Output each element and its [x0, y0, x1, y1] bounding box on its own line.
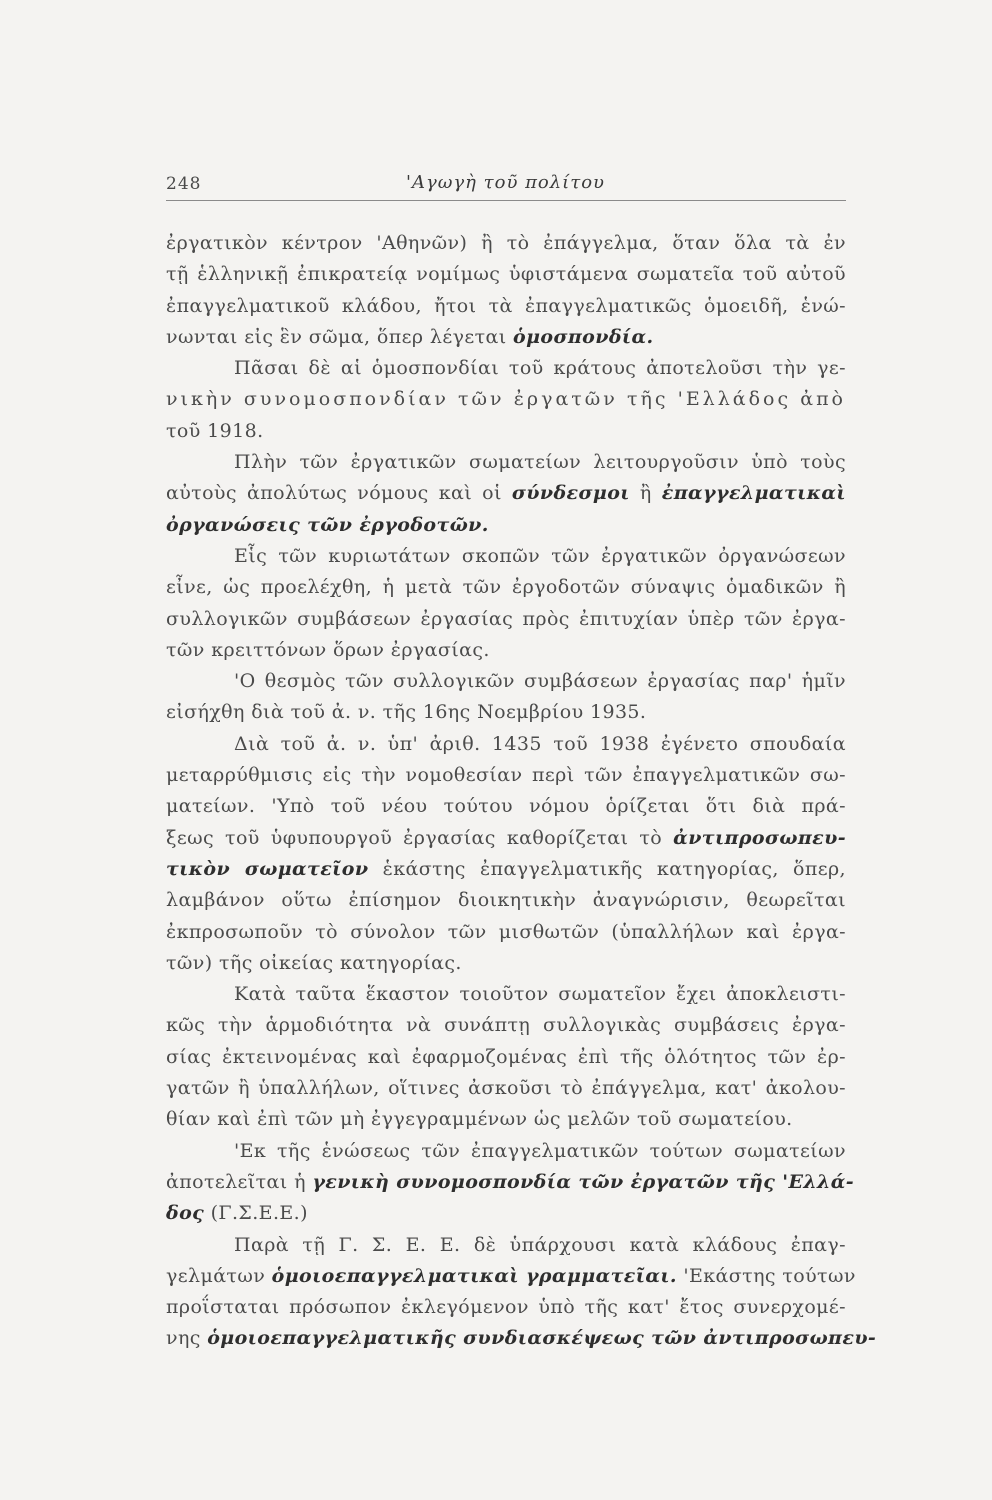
- text-line: ἐργατικὸν κέντρον 'Αθηνῶν) ἢ τὸ ἐπάγγελμα, ὅταν ὅλα τὰ ἐν: [166, 232, 846, 254]
- emphasis: τικὸν σωματεῖον: [166, 857, 369, 880]
- text-line: ματείων. 'Υπὸ τοῦ νέου τούτου νόμου ὁρίζεται ὅτι διὰ πρά-: [166, 795, 846, 818]
- body-text: [166, 228, 877, 1355]
- text-line: λαμβάνον οὕτω ἐπίσημον διοικητικὴν ἀναγνώρισιν, θεωρεῖται: [166, 889, 846, 912]
- text-line: δος (Γ.Σ.Ε.Ε.): [166, 1202, 308, 1225]
- emphasis: ὁμοσπονδία.: [513, 325, 654, 348]
- emphasis: ὁμοιοεπαγγελματικαὶ γραμματεῖαι.: [271, 1264, 677, 1287]
- text-line: τῶν) τῆς οἰκείας κατηγορίας.: [166, 951, 462, 974]
- text-line: τῶν κρειττόνων ὅρων ἐργασίας.: [166, 638, 490, 661]
- text-line: Παρὰ τῇ Γ. Σ. Ε. Ε. δὲ ὑπάρχουσι κατὰ κλάδους ἐπαγ-: [234, 1233, 846, 1256]
- text-line: Εἷς τῶν κυριωτάτων σκοπῶν τῶν ἐργατικῶν ὀργανώσεων: [234, 544, 846, 567]
- text-line: [166, 510, 846, 541]
- text-line: νωνται εἰς ἓν σῶμα, ὅπερ λέγεται ὁμοσπονδία.: [166, 325, 654, 348]
- text-line: Πλὴν τῶν ἐργατικῶν σωματείων λειτουργοῦσιν ὑπὸ τοὺς: [234, 451, 846, 474]
- text-line: ξεως τοῦ ὑφυπουργοῦ ἐργασίας καθορίζεται τὸ ἀντιπροσωπευ-: [166, 826, 846, 849]
- text-line: Διὰ τοῦ ἀ. ν. ὑπ' ἀριθ. 1435 τοῦ 1938 ἐγένετο σπουδαία: [234, 732, 846, 755]
- page-number: 248: [166, 174, 202, 194]
- emphasis: ὁμοιοεπαγγελματικῆς συνδιασκέψεως τῶν ἀντιπροσωπευ-: [207, 1327, 877, 1350]
- text-line: Κατὰ ταῦτα ἕκαστον τοιοῦτον σωματεῖον ἔχει ἀποκλειστι-: [234, 983, 846, 1006]
- text-line: 'Ο θεσμὸς τῶν συλλογικῶν συμβάσεων ἐργασίας παρ' ἡμῖν: [234, 670, 846, 693]
- emphasis: ἐπαγγελματικαὶ: [661, 482, 846, 505]
- text-line: συλλογικῶν συμβάσεων ἐργασίας πρὸς ἐπιτυχίαν ὑπὲρ τῶν ἐργα-: [166, 607, 846, 630]
- text-line: μεταρρύθμισις εἰς τὴν νομοθεσίαν περὶ τῶν ἐπαγγελματικῶν σω-: [166, 764, 846, 787]
- text-line: νης ὁμοιοεπαγγελματικῆς συνδιασκέψεως τῶν ἀντιπροσωπευ-: [166, 1327, 877, 1350]
- running-title: 'Αγωγὴ τοῦ πολίτου: [406, 172, 605, 193]
- text-line: αὐτοὺς ἀπολύτως νόμους καὶ οἱ σύνδεσμοι ἢ ἐπαγγελματικαὶ: [166, 482, 846, 505]
- text-line: προΐσταται πρόσωπον ἐκλεγόμενον ὑπὸ τῆς κατ' ἔτος συνερχομέ-: [166, 1296, 846, 1319]
- text-line: γελμάτων ὁμοιοεπαγγελματικαὶ γραμματεῖαι. 'Εκάστης τούτων: [166, 1264, 856, 1287]
- text-line: εἰσήχθη διὰ τοῦ ἀ. ν. τῆς 16ης Νοεμβρίου 1935.: [166, 701, 647, 724]
- text-line: σίας ἐκτεινομένας καὶ ἐφαρμοζομένας ἐπὶ τῆς ὁλότητος τῶν ἐρ-: [166, 1045, 846, 1068]
- emphasis: ἀντιπροσωπευ-: [673, 826, 846, 849]
- emphasis: δος: [166, 1202, 205, 1225]
- text-line: ἀποτελεῖται ἡ γενικὴ συνομοσπονδία τῶν ἐργατῶν τῆς 'Ελλά-: [166, 1170, 855, 1193]
- text-line: 'Εκ τῆς ἑνώσεως τῶν ἐπαγγελματικῶν τούτων σωματείων: [234, 1139, 846, 1162]
- text-line: νικὴν συνομοσπονδίαν τῶν ἐργατῶν τῆς 'Ελλάδος ἀπὸ: [166, 388, 846, 411]
- emphasis: ὀργανώσεις τῶν ἐργοδοτῶν.: [166, 513, 489, 536]
- text-line: γατῶν ἢ ὑπαλλήλων, οἵτινες ἀσκοῦσι τὸ ἐπάγγελμα, κατ' ἀκολου-: [166, 1077, 846, 1100]
- running-head: [166, 166, 846, 201]
- emphasis: σύνδεσμοι: [511, 482, 630, 505]
- text-line: τῇ ἑλληνικῇ ἐπικρατείᾳ νομίμως ὑφιστάμενα σωματεῖα τοῦ αὐτοῦ: [166, 263, 846, 286]
- text-line: τοῦ 1918.: [166, 419, 264, 442]
- text-line: ἐπαγγελματικοῦ κλάδου, ἤτοι τὰ ἐπαγγελματικῶς ὁμοειδῆ, ἑνώ-: [166, 294, 846, 317]
- text-line: θίαν καὶ ἐπὶ τῶν μὴ ἐγγεγραμμένων ὡς μελῶν τοῦ σωματείου.: [166, 1108, 793, 1131]
- text-line: Πᾶσαι δὲ αἱ ὁμοσπονδίαι τοῦ κράτους ἀποτελοῦσι τὴν γε-: [234, 357, 846, 380]
- text-line: ἐκπροσωποῦν τὸ σύνολον τῶν μισθωτῶν (ὑπαλλήλων καὶ ἐργα-: [166, 920, 846, 943]
- emphasis: γενικὴ συνομοσπονδία τῶν ἐργατῶν τῆς 'Ελλά-: [312, 1170, 855, 1193]
- text-line: τικὸν σωματεῖον ἑκάστης ἐπαγγελματικῆς κατηγορίας, ὅπερ,: [166, 857, 846, 880]
- text-line: εἶνε, ὡς προελέχθη, ἡ μετὰ τῶν ἐργοδοτῶν σύναψις ὁμαδικῶν ἢ: [166, 576, 846, 599]
- text-line: κῶς τὴν ἁρμοδιότητα νὰ συνάπτῃ συλλογικὰς συμβάσεις ἐργα-: [166, 1014, 846, 1037]
